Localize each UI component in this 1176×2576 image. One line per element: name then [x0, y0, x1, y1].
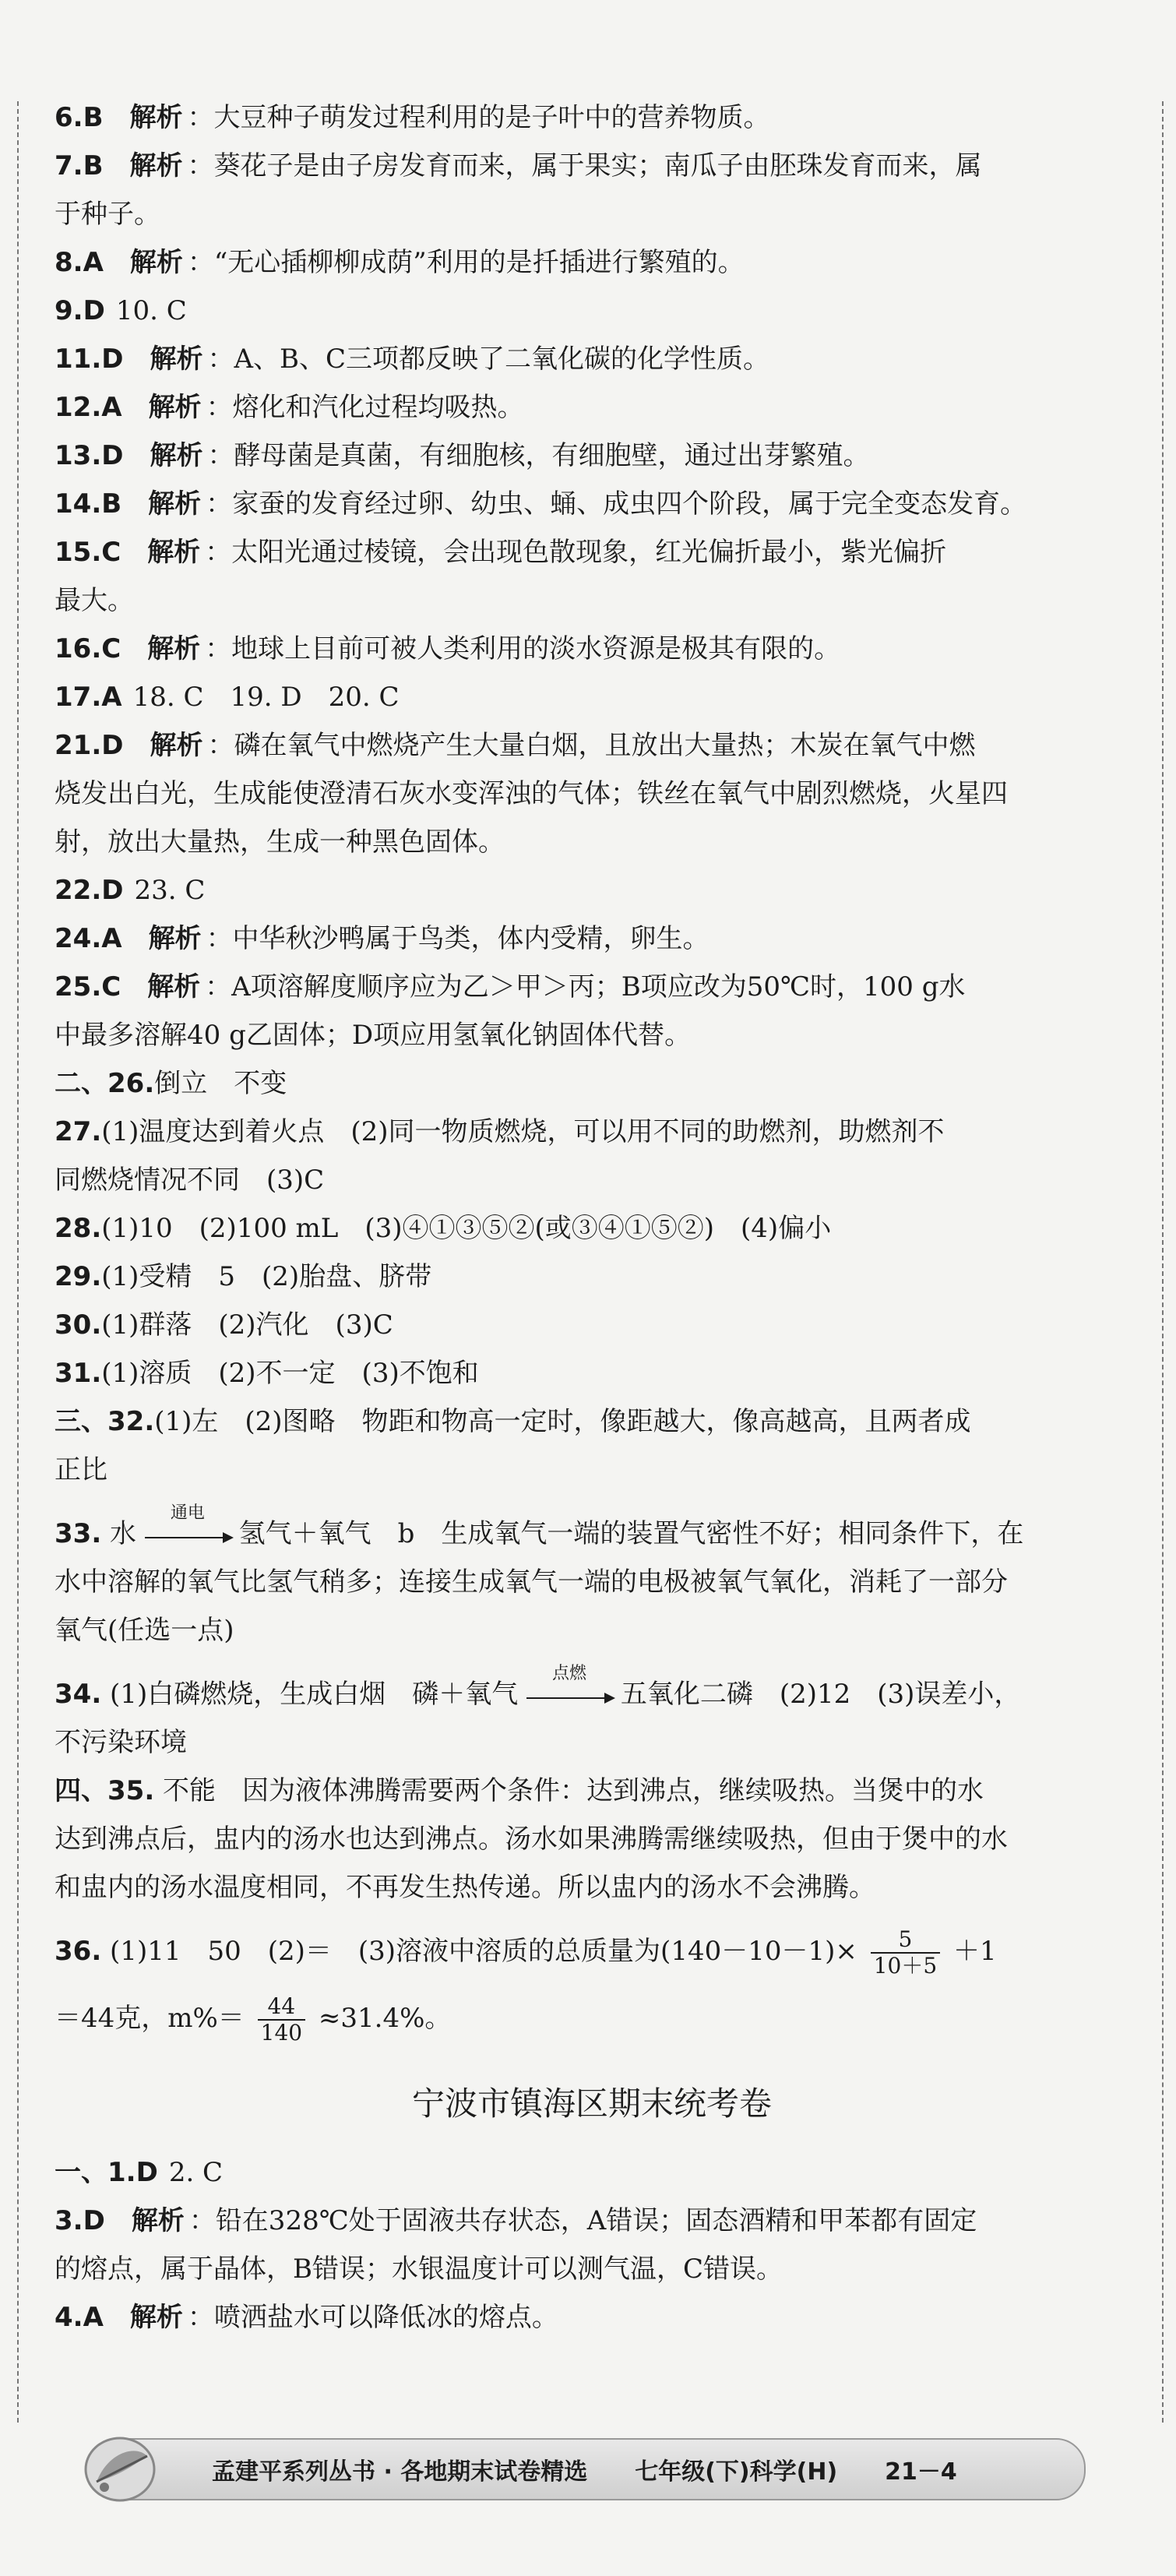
analysis-label: 解析	[147, 633, 201, 664]
question-number: 34.	[55, 1679, 102, 1710]
analysis-label: 解析	[148, 488, 202, 520]
answer-text: ：喷洒盐水可以降低冰的熔点。	[187, 2302, 558, 2333]
answer-35	[55, 1767, 1129, 1815]
page-number: 21－4	[885, 2458, 957, 2486]
answer-text: 射，放出大量热，生成一种黑色固体。	[55, 826, 505, 858]
answer-content	[55, 93, 1129, 2342]
answer-line	[55, 625, 1129, 673]
analysis-label: 解析	[147, 971, 201, 1003]
question-number: 16.	[55, 633, 102, 664]
question-number: 29.	[55, 1261, 102, 1292]
page-footer	[93, 2438, 1086, 2500]
answer-list-part-2	[55, 2148, 1129, 2342]
answer-line	[55, 287, 1129, 335]
answer-text: 水中溶解的氧气比氢气稍多；连接生成氧气一端的电极被氧气氧化，消耗了一部分	[55, 1566, 1008, 1598]
answer-line	[55, 238, 1129, 287]
answer-text: 氧气(任选一点)	[55, 1615, 234, 1646]
fraction-denominator: 140	[260, 2020, 303, 2046]
answer-line	[55, 1108, 1129, 1156]
question-number: 6.	[55, 102, 83, 133]
question-number: 24.	[55, 923, 102, 954]
question-number: 13.	[55, 440, 102, 471]
answer-text: (1)白磷燃烧，生成白烟 磷＋氧气	[110, 1679, 519, 1710]
answer-line	[55, 818, 1129, 866]
answer-text: (1)10 (2)100 mL (3)④①③⑤②(或③④①⑤②) (4)偏小	[101, 1213, 832, 1244]
analysis-label: 解析	[129, 102, 183, 133]
answer-text: ：铅在328℃处于固液共存状态，A错误；固态酒精和甲苯都有固定	[188, 2205, 977, 2236]
answer-line	[55, 190, 1129, 238]
question-number: 30.	[55, 1309, 102, 1341]
answer-text: 23. C	[134, 875, 206, 906]
answer-34	[55, 1664, 1129, 1718]
analysis-label: 解析	[147, 537, 201, 568]
answer-line	[55, 1349, 1129, 1397]
answer-text: 最大。	[55, 585, 134, 616]
answer-text: ：A、B、C三项都反映了二氧化碳的化学性质。	[207, 344, 770, 375]
question-number: 二、26.	[55, 1068, 155, 1099]
answer-text: ＝44克，m%＝	[55, 2003, 245, 2034]
answer-line	[55, 1059, 1129, 1108]
answer-choice: A	[101, 923, 122, 954]
question-number: 31.	[55, 1358, 102, 1389]
answer-33	[55, 1503, 1129, 1558]
answer-choice: A	[101, 682, 122, 713]
answer-text: ≈31.4%。	[318, 2003, 452, 2034]
left-binding-line	[17, 101, 19, 2423]
answer-36	[55, 1927, 1129, 1979]
answer-line	[55, 480, 1129, 528]
reaction-arrow	[526, 1664, 612, 1710]
answer-text: ：家蚕的发育经过卵、幼虫、蛹、成虫四个阶段，属于完全变态发育。	[206, 488, 1027, 520]
fraction-denominator: 10＋5	[873, 1953, 938, 1979]
footer-series: 孟建平系列丛书	[212, 2458, 375, 2486]
question-number: 四、35.	[55, 1775, 155, 1806]
answer-text: 2. C	[168, 2157, 224, 2188]
answer-text: 达到沸点后，盅内的汤水也达到沸点。汤水如果沸腾需继续吸热，但由于煲中的水	[55, 1824, 1008, 1855]
answer-line	[55, 1397, 1129, 1446]
answer-text: ：磷在氧气中燃烧产生大量白烟，且放出大量热；木炭在氧气中燃	[207, 730, 976, 761]
question-number: 12.	[55, 392, 102, 423]
arrow-icon	[145, 1537, 223, 1538]
question-number: 36.	[55, 1936, 102, 1967]
answer-choice: A	[83, 247, 104, 278]
answer-choice: C	[101, 537, 121, 568]
answer-line	[55, 383, 1129, 432]
question-number: 9.	[55, 295, 83, 326]
answer-line	[55, 963, 1129, 1011]
answer-choice: A	[83, 2302, 104, 2333]
question-number: 三、32.	[55, 1406, 155, 1437]
answer-text: 于种子。	[55, 199, 160, 230]
answer-text: 不污染环境	[55, 1727, 187, 1758]
analysis-label: 解析	[129, 247, 183, 278]
question-number: 7.	[55, 150, 83, 181]
footer-separator: ·	[383, 2458, 393, 2486]
question-number: 一、1.	[55, 2157, 136, 2188]
answer-choice: C	[101, 971, 121, 1003]
answer-choice: B	[101, 488, 122, 520]
leaf-logo-icon	[73, 2421, 167, 2514]
answer-text: 中最多溶解40 g乙固体；D项应用氢氧化钠固体代替。	[55, 1020, 692, 1051]
question-number: 17.	[55, 682, 102, 713]
answer-line	[55, 93, 1129, 142]
answer-text: ：太阳光通过棱镜，会出现色散现象，红光偏折最小，紫光偏折	[205, 537, 947, 568]
footer-grade: 七年级(下)科学(H)	[635, 2458, 838, 2486]
question-number: 15.	[55, 537, 102, 568]
answer-line	[55, 721, 1129, 770]
answer-line	[55, 432, 1129, 480]
answer-line	[55, 2293, 1129, 2342]
answer-text: ：“无心插柳柳成荫”利用的是扦插进行繁殖的。	[187, 247, 745, 278]
answer-text: (1)温度达到着火点 (2)同一物质燃烧，可以用不同的助燃剂，助燃剂不	[101, 1116, 945, 1147]
answer-choice: A	[101, 392, 122, 423]
answer-line	[55, 576, 1129, 625]
answer-line	[55, 1301, 1129, 1349]
answer-choice: B	[83, 102, 104, 133]
answer-list-part-1	[55, 93, 1129, 1494]
answer-36-line-2	[55, 1994, 1129, 2046]
analysis-label: 解析	[148, 923, 202, 954]
analysis-label: 解析	[129, 2302, 183, 2333]
question-number: 14.	[55, 488, 102, 520]
answer-line	[55, 1156, 1129, 1204]
answer-line	[55, 673, 1129, 721]
answer-text: ：A项溶解度顺序应为乙＞甲＞丙；B项应改为50℃时，100 g水	[205, 971, 966, 1003]
analysis-label: 解析	[131, 2205, 185, 2236]
answer-line	[55, 2197, 1129, 2245]
answer-line	[55, 142, 1129, 190]
answer-text: (1)左 (2)图略 物距和物高一定时，像距越大，像高越高，且两者成	[154, 1406, 971, 1437]
answer-text: ＋1	[952, 1936, 997, 1967]
answer-choice: D	[83, 2205, 105, 2236]
answer-text: (1)11 50 (2)＝ (3)溶液中溶质的总质量为(140－10－1)×	[110, 1936, 857, 1967]
answer-choice: B	[83, 150, 104, 181]
answer-text: 倒立 不变	[154, 1068, 287, 1099]
answer-choice: D	[101, 440, 124, 471]
answer-text: ：中华秋沙鸭属于鸟类，体内受精，卵生。	[206, 923, 709, 954]
answer-text: 不能 因为液体沸腾需要两个条件：达到沸点，继续吸热。当煲中的水	[163, 1775, 984, 1806]
answer-text: ：酵母菌是真菌，有细胞核，有细胞壁，通过出芽繁殖。	[207, 440, 870, 471]
answer-choice: D	[83, 295, 105, 326]
fraction-numerator: 5	[871, 1927, 940, 1954]
answer-line	[55, 2148, 1129, 2197]
answer-line	[55, 1011, 1129, 1059]
question-number: 28.	[55, 1213, 102, 1244]
answer-text: ：葵花子是由子房发育而来，属于果实；南瓜子由胚珠发育而来，属	[187, 150, 982, 181]
question-number: 22.	[55, 875, 102, 906]
right-binding-line	[1162, 101, 1164, 2423]
answer-text: 的熔点，属于晶体，B错误；水银温度计可以测气温，C错误。	[55, 2254, 783, 2285]
question-number: 27.	[55, 1116, 102, 1147]
footer-book-title: 各地期末试卷精选	[400, 2458, 588, 2486]
answer-choice: D	[136, 2157, 158, 2188]
answer-text: (1)溶质 (2)不一定 (3)不饱和	[101, 1358, 479, 1389]
analysis-label: 解析	[150, 730, 203, 761]
footer-text	[212, 2452, 957, 2486]
answer-text: ：熔化和汽化过程均吸热。	[206, 392, 524, 423]
question-number: 3.	[55, 2205, 83, 2236]
analysis-label: 解析	[129, 150, 183, 181]
answer-text: 氢气＋氧气 b 生成氧气一端的装置气密性不好；相同条件下，在	[238, 1518, 1024, 1549]
reaction-condition: 通电	[170, 1503, 205, 1523]
answer-line	[55, 1446, 1129, 1494]
reaction-condition: 点燃	[552, 1664, 587, 1683]
question-number: 33.	[55, 1518, 102, 1549]
question-number: 8.	[55, 247, 83, 278]
answer-choice: D	[101, 730, 124, 761]
answer-choice: D	[101, 344, 124, 375]
equation-reactant: 水	[110, 1518, 137, 1549]
fraction	[258, 1994, 305, 2046]
question-number: 21.	[55, 730, 102, 761]
answer-text: ：大豆种子萌发过程利用的是子叶中的营养物质。	[187, 102, 770, 133]
answer-text: 10. C	[115, 295, 187, 326]
fraction-numerator: 44	[258, 1994, 305, 2021]
answer-line	[55, 2245, 1129, 2293]
answer-text: 正比	[55, 1454, 107, 1485]
answer-line	[55, 528, 1129, 576]
fraction	[871, 1927, 940, 1979]
question-number: 11.	[55, 344, 102, 375]
answer-text: 五氧化二磷 (2)12 (3)误差小，	[620, 1679, 1021, 1710]
answer-text: 同燃烧情况不同 (3)C	[55, 1165, 325, 1196]
question-number: 4.	[55, 2302, 83, 2333]
section-title: 宁波市镇海区期末统考卷	[411, 2084, 772, 2123]
analysis-label: 解析	[148, 392, 202, 423]
answer-line	[55, 770, 1129, 818]
answer-line	[55, 1204, 1129, 1253]
analysis-label: 解析	[150, 344, 203, 375]
answer-text: 烧发出白光，生成能使澄清石灰水变浑浊的气体；铁丝在氧气中剧烈燃烧，火星四	[55, 778, 1008, 809]
answer-text: ：地球上目前可被人类利用的淡水资源是极其有限的。	[205, 633, 841, 664]
answer-choice: D	[101, 875, 124, 906]
reaction-arrow	[145, 1503, 231, 1549]
answer-choice: C	[101, 633, 121, 664]
answer-text: (1)群落 (2)汽化 (3)C	[101, 1309, 393, 1341]
answer-text: (1)受精 5 (2)胎盘、脐带	[101, 1261, 432, 1292]
answer-line	[55, 335, 1129, 383]
arrow-icon	[526, 1697, 604, 1699]
answer-text: 18. C 19. D 20. C	[132, 682, 400, 713]
answer-line	[55, 866, 1129, 914]
question-number: 25.	[55, 971, 102, 1003]
answer-line	[55, 1253, 1129, 1301]
answer-text: 和盅内的汤水温度相同，不再发生热传递。所以盅内的汤水不会沸腾。	[55, 1872, 875, 1903]
answer-line	[55, 914, 1129, 963]
analysis-label: 解析	[150, 440, 203, 471]
